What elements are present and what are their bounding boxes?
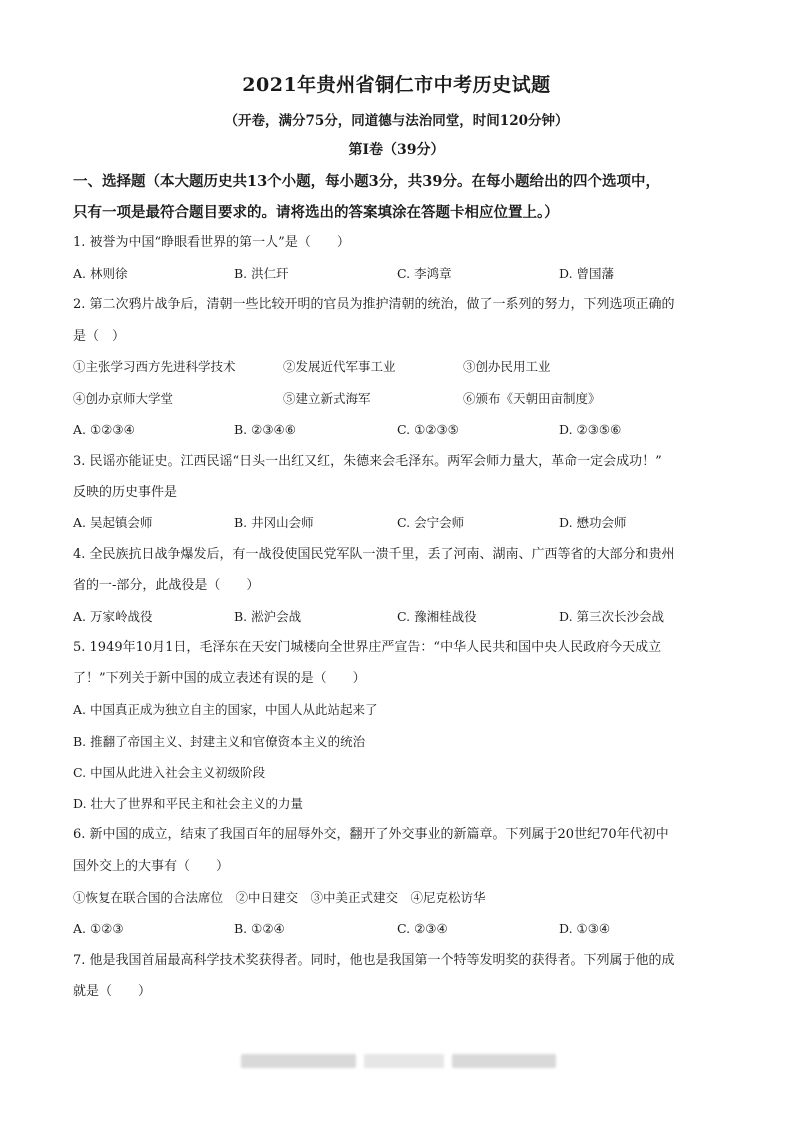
question-7-stem-line-2: 就是（ ）: [73, 984, 152, 999]
blurred-watermark-left: [241, 1054, 356, 1068]
question-2-item-5: ⑤建立新式海军: [283, 391, 371, 406]
question-5-option-a: A. 中国真正成为独立自主的国家，中国人从此站起来了: [73, 702, 378, 717]
question-3-option-d: D. 懋功会师: [559, 515, 627, 530]
question-4-option-b: B. 淞沪会战: [234, 609, 302, 624]
question-6-items: ①恢复在联合国的合法席位 ②中日建交 ③中美正式建交 ④尼克松访华: [73, 890, 486, 905]
question-2-item-4: ④创办京师大学堂: [73, 391, 174, 406]
question-2-item-3: ③创办民用工业: [463, 359, 551, 374]
question-5-stem-line-1: 5. 1949年10月1日，毛泽东在天安门城楼向全世界庄严宣告：“中华人民共和国中央人民政府今天成立: [73, 640, 662, 655]
question-2-item-6: ⑥颁布《天朝田亩制度》: [463, 391, 601, 406]
question-1-stem: 1. 被誉为中国“睁眼看世界的第一人”是（ ）: [73, 235, 350, 250]
question-4-option-d: D. 第三次长沙会战: [559, 609, 665, 624]
question-5-option-b: B. 推翻了帝国主义、封建主义和官僚资本主义的统治: [73, 734, 366, 749]
question-2-option-b: B. ②③④⑥: [234, 422, 296, 437]
question-4-option-c: C. 豫湘桂战役: [397, 609, 477, 624]
question-1-option-c: C. 李鸿章: [397, 266, 452, 281]
question-3-option-c: C. 会宁会师: [397, 515, 465, 530]
question-5-option-d: D. 壮大了世界和平民主和社会主义的力量: [73, 796, 304, 811]
section-heading-line-2: 只有一项是最符合题目要求的。请将选出的答案填涂在答题卡相应位置上。）: [73, 204, 559, 221]
question-5-option-c: C. 中国从此进入社会主义初级阶段: [73, 765, 266, 780]
question-6-stem-line-1: 6. 新中国的成立，结束了我国百年的屈辱外交，翻开了外交事业的新篇章。下列属于20世纪70年代初中: [73, 827, 669, 842]
question-2-option-a: A. ①②③④: [73, 422, 135, 437]
question-6-option-a: A. ①②③: [73, 921, 124, 936]
question-1-option-b: B. 洪仁玕: [234, 266, 289, 281]
question-4-stem-line-2: 省的一-部分，此战役是（ ）: [73, 578, 260, 593]
question-2-option-d: D. ②③⑤⑥: [559, 422, 622, 437]
question-3-option-a: A. 吴起镇会师: [73, 515, 153, 530]
question-6-option-c: C. ②③④: [397, 921, 448, 936]
question-5-stem-line-2: 了！”下列关于新中国的成立表述有误的是（ ）: [73, 671, 366, 686]
question-2-item-2: ②发展近代军事工业: [283, 359, 396, 374]
question-3-option-b: B. 井冈山会师: [234, 515, 314, 530]
question-3-stem-line-2: 反映的历史事件是: [73, 485, 178, 500]
blurred-watermark-mid: [364, 1054, 444, 1068]
page-title: 2021年贵州省铜仁市中考历史试题: [242, 74, 551, 96]
question-6-option-b: B. ①②④: [234, 921, 285, 936]
question-2-item-1: ①主张学习西方先进科学技术: [73, 359, 236, 374]
question-3-stem-line-1: 3. 民谣亦能证史。江西民谣“日头一出红又红，朱德来会毛泽东。两军会师力量大，革命一定会成功！”: [73, 454, 662, 469]
question-7-stem-line-1: 7. 他是我国首届最高科学技术奖获得者。同时，他也是我国第一个特等发明奖的获得者。下列属于他的成: [73, 953, 675, 968]
question-4-option-a: A. 万家岭战役: [73, 609, 153, 624]
exam-subtitle: （开卷，满分75分，同道德与法治同堂，时间120分钟）: [224, 113, 569, 129]
section-heading-line-1: 一、选择题（本大题历史共13个小题，每小题3分，共39分。在每小题给出的四个选项中，: [73, 173, 660, 190]
question-4-stem-line-1: 4. 全民族抗日战争爆发后，有一战役使国民党军队一溃千里，丢了河南、湖南、广西等省的大部分和贵州: [73, 547, 675, 562]
question-2-option-c: C. ①②③⑤: [397, 422, 459, 437]
question-2-stem-line-1: 2. 第二次鸦片战争后，清朝一些比较开明的官员为推护清朝的统治，做了一系列的努力，下列选项正确的: [73, 297, 675, 312]
question-1-option-d: D. 曾国藩: [559, 266, 615, 281]
blurred-watermark-right: [452, 1054, 556, 1068]
question-6-option-d: D. ①③④: [559, 921, 611, 936]
question-2-stem-line-2: 是（ ）: [73, 329, 126, 344]
question-1-option-a: A. 林则徐: [73, 266, 128, 281]
question-6-stem-line-2: 国外交上的大事有（ ）: [73, 859, 230, 874]
part-heading: 第Ⅰ卷（39分）: [348, 142, 445, 158]
